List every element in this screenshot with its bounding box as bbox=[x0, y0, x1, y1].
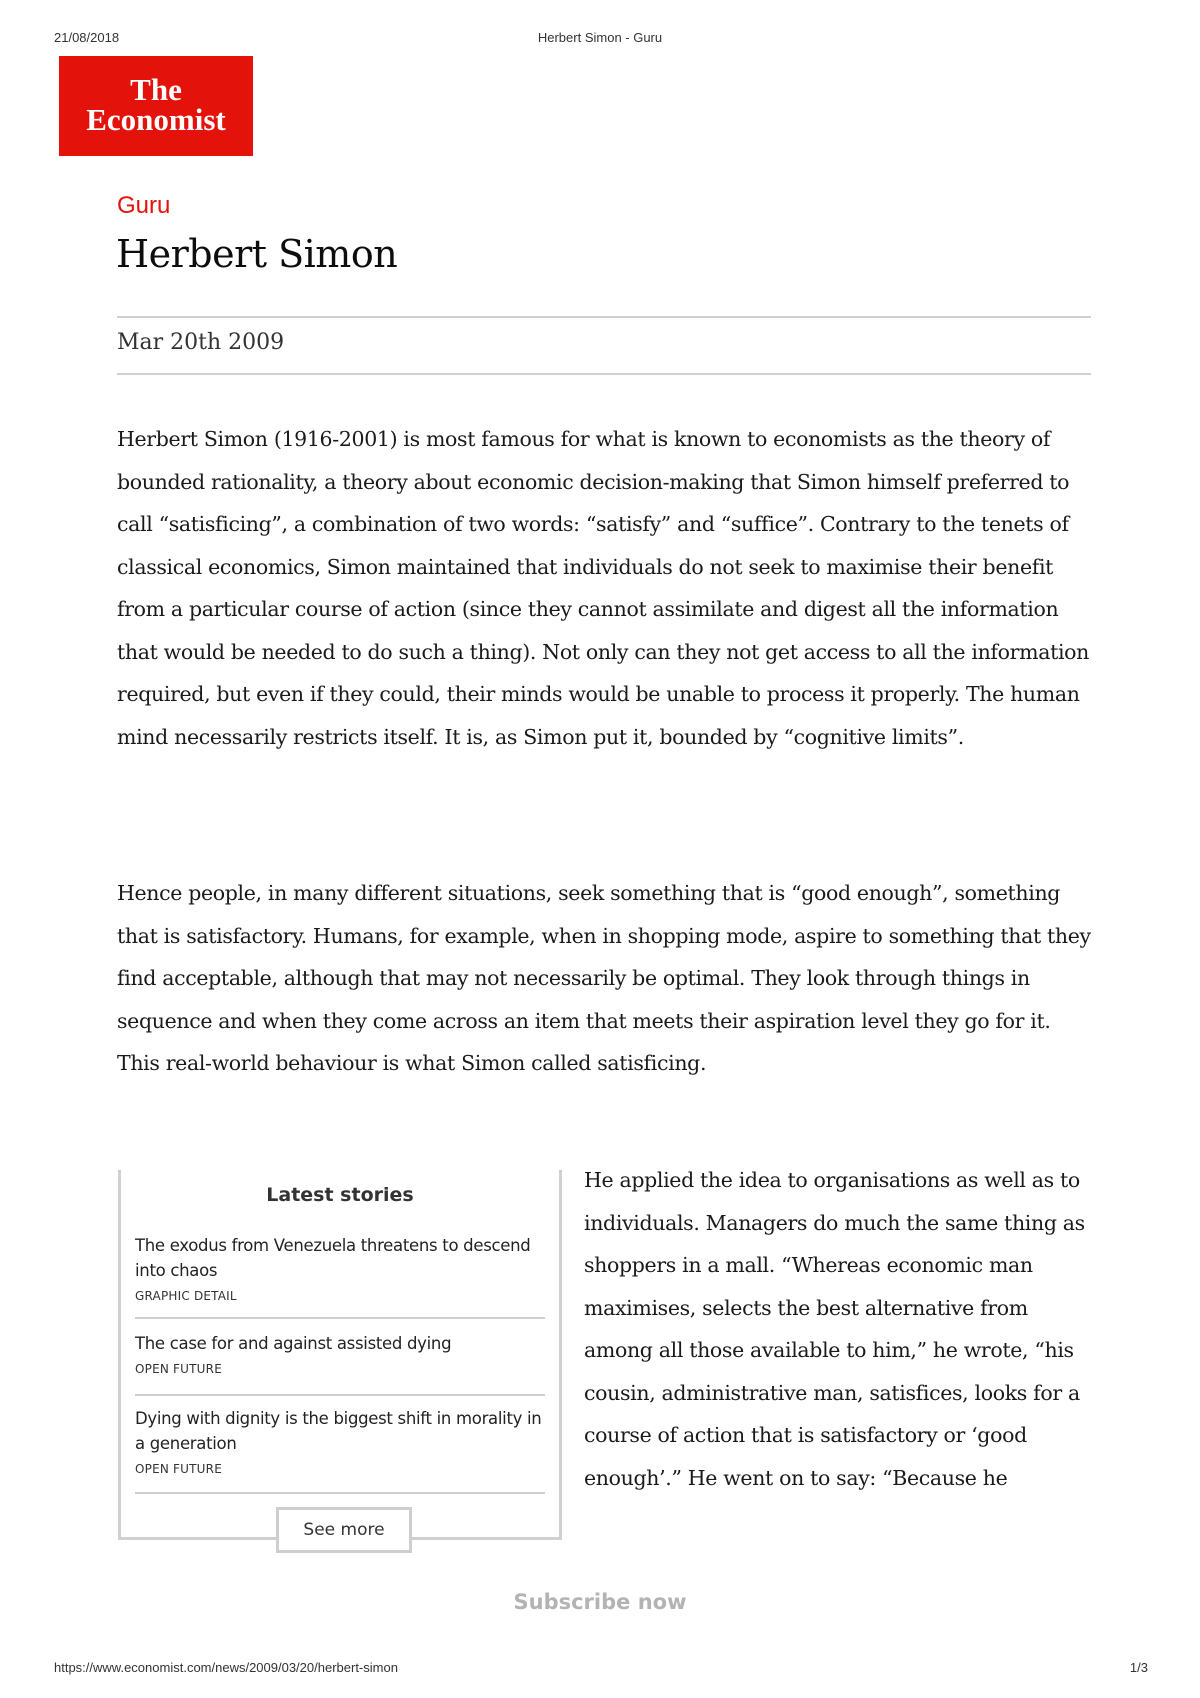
article-paragraph: He applied the idea to organisations as well as to individuals. Managers do much the same thing as shoppers in a mall. “Whereas economic man maximises, selects the best alternative from among all those available to him,” he wrote, “his cousin, administrative man, satisfices, looks for a course of action that is satisfactory or ‘good enough’.” He went on to say: “Because he bbox=[584, 1168, 1085, 1490]
latest-stories-heading: Latest stories bbox=[266, 1184, 414, 1206]
latest-story-category: GRAPHIC DETAIL bbox=[135, 1289, 237, 1303]
article-paragraph: Herbert Simon (1916-2001) is most famous for what is known to economists as the theory of bounded rationality, a theory about economic decision-making that Simon himself preferred to call “satisficing”, a combination of two words: “satisfy” and “suffice”. Contrary to the tenets of classical economics, Simon maintained that individuals do not seek to maximise their benefit from a particular course of action (since they cannot assimilate and digest all the information that would be needed to do such a thing). Not only can they not get access to all the information required, but even if they could, their minds would be unable to process it properly. The human mind necessarily restricts itself. It is, as Simon put it, bounded by “cognitive limits”. bbox=[117, 427, 1090, 749]
divider-top bbox=[117, 316, 1091, 318]
latest-story-title[interactable]: The exodus from Venezuela threatens to descend into chaos bbox=[135, 1236, 531, 1280]
article-date: Mar 20th 2009 bbox=[117, 330, 285, 355]
latest-story-category: OPEN FUTURE bbox=[135, 1362, 222, 1376]
article-headline: Herbert Simon bbox=[116, 232, 398, 276]
divider-bottom bbox=[117, 373, 1091, 375]
logo-line-1: The bbox=[130, 72, 182, 107]
print-header bbox=[0, 26, 1200, 46]
latest-story-title[interactable]: Dying with dignity is the biggest shift in morality in a generation bbox=[135, 1409, 542, 1453]
latest-story-item[interactable] bbox=[135, 1233, 545, 1319]
article-paragraph: Hence people, in many different situations, seek something that is “good enough”, something that is satisfactory. Humans, for example, when in shopping mode, aspire to something that they find acceptable, although that may not necessarily be optimal. They look through things in sequence and when they come across an item that meets their aspiration level they go for it. This real-world behaviour is what Simon called satisficing. bbox=[117, 881, 1091, 1075]
latest-story-category: OPEN FUTURE bbox=[135, 1462, 222, 1476]
latest-story-title[interactable]: The case for and against assisted dying bbox=[135, 1334, 452, 1353]
economist-logo[interactable] bbox=[59, 56, 253, 156]
print-date: 21/08/2018 bbox=[54, 30, 120, 45]
latest-story-item[interactable] bbox=[135, 1406, 545, 1494]
page-number: 1/3 bbox=[1129, 1660, 1148, 1675]
print-footer bbox=[0, 1660, 1200, 1680]
latest-story-item[interactable] bbox=[135, 1331, 545, 1396]
print-url: https://www.economist.com/news/2009/03/20/herbert-simon bbox=[54, 1660, 398, 1675]
section-label[interactable]: Guru bbox=[117, 192, 171, 219]
print-title: Herbert Simon - Guru bbox=[537, 30, 663, 45]
latest-stories-panel bbox=[118, 1170, 562, 1540]
see-more-button[interactable]: See more bbox=[276, 1507, 412, 1553]
subscribe-button[interactable]: Subscribe now bbox=[513, 1590, 687, 1614]
logo-line-2: Economist bbox=[86, 102, 226, 137]
